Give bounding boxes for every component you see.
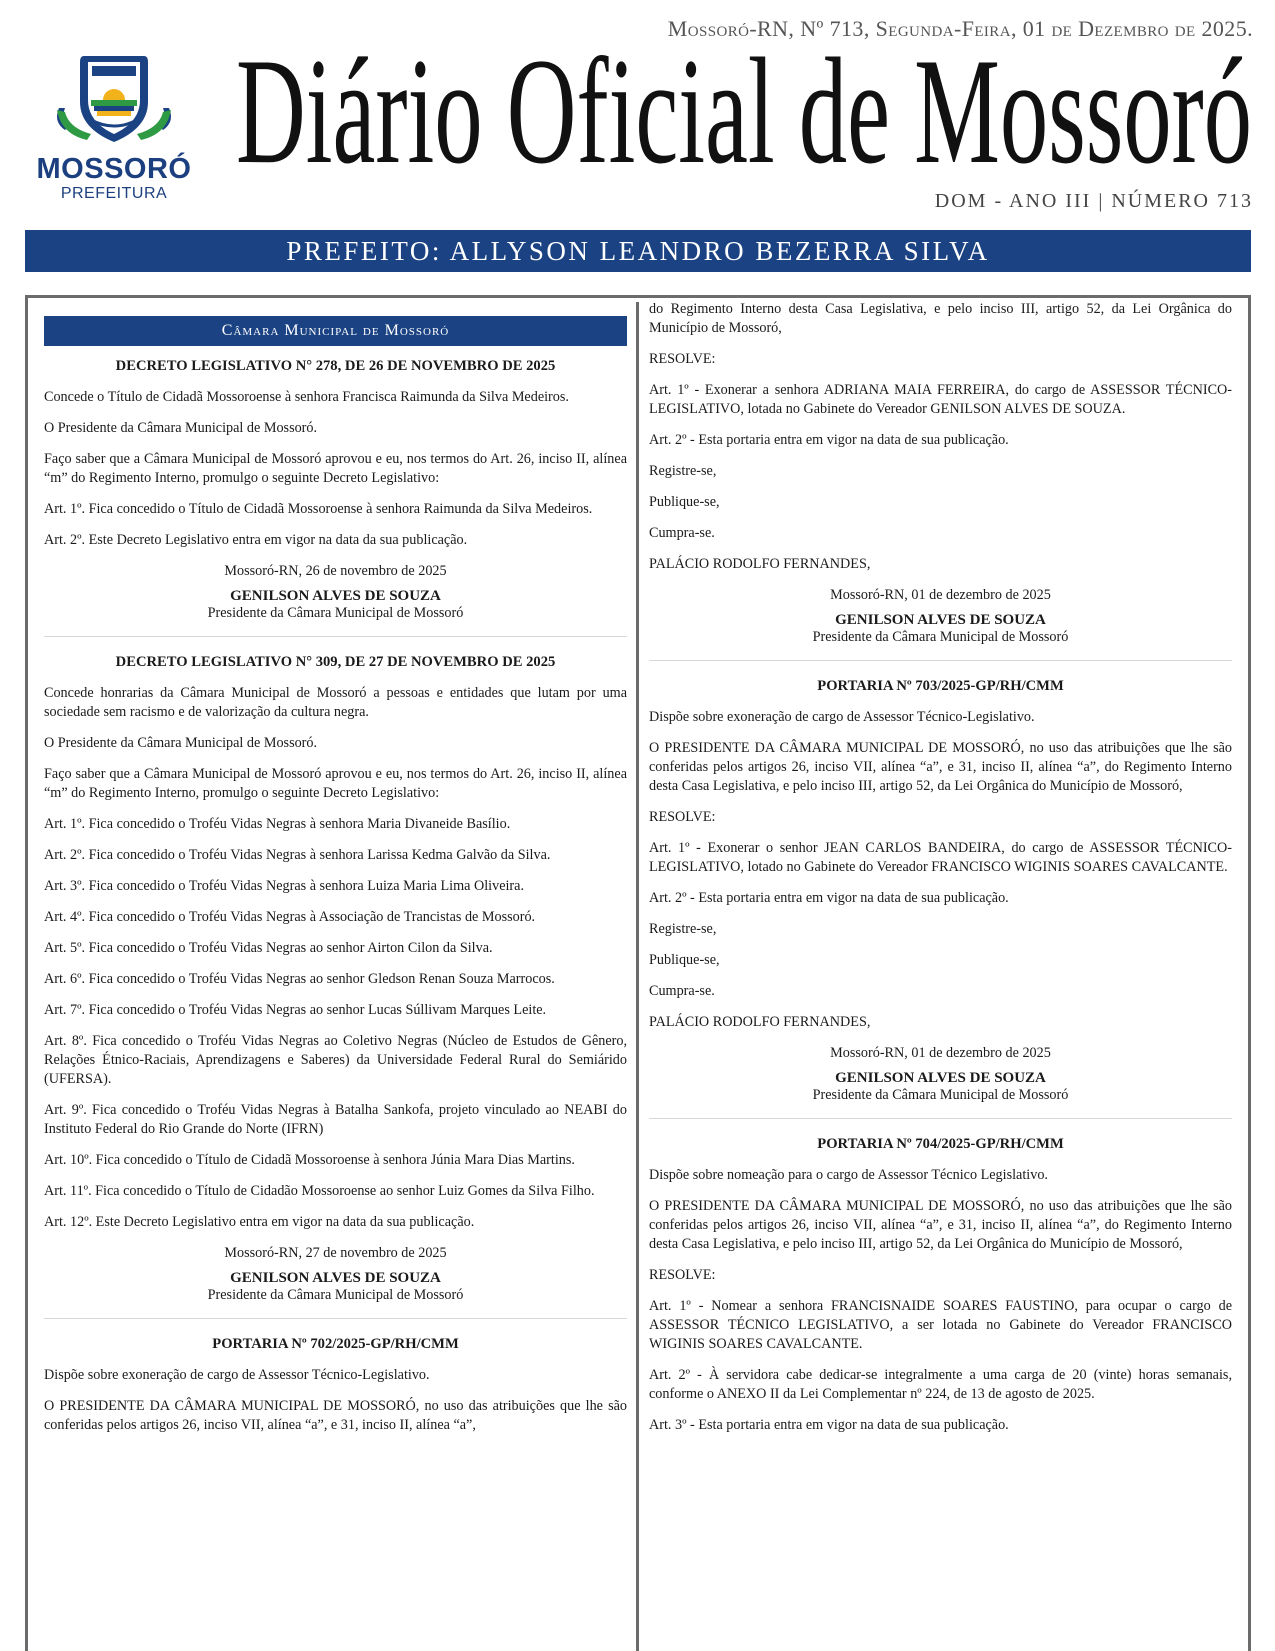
paragraph: RESOLVE: <box>649 809 716 825</box>
paragraph: Cumpra-se. <box>649 983 715 999</box>
masthead-title <box>232 36 1254 186</box>
paragraph: Art. 6º. Fica concedido o Troféu Vidas Negras ao senhor Gledson Renan Souza Marrocos. <box>44 971 555 987</box>
signer-name: GENILSON ALVES DE SOUZA <box>835 1070 1046 1086</box>
city-seal-icon <box>51 50 177 150</box>
paragraph: Art. 2º - Esta portaria entra em vigor na data de sua publicação. <box>649 432 1009 448</box>
paragraph: do Regimento Interno desta Casa Legislativa, e pelo inciso III, artigo 52, da Lei Orgânica do Município de Mossoró, <box>649 301 1232 336</box>
paragraph: Art. 3º - Esta portaria entra em vigor na data de sua publicação. <box>649 1417 1009 1433</box>
paragraph: Art. 5º. Fica concedido o Troféu Vidas Negras ao senhor Airton Cilon da Silva. <box>44 940 493 956</box>
signer-role: Presidente da Câmara Municipal de Mossoró <box>812 1087 1069 1103</box>
decree-278 <box>44 357 627 622</box>
paragraph: Art. 2º. Fica concedido o Troféu Vidas Negras à senhora Larissa Kedma Galvão da Silva. <box>44 847 551 863</box>
masthead-text: Diário Oficial de Mossoró <box>236 36 1252 186</box>
paragraph: Art. 3º. Fica concedido o Troféu Vidas Negras à senhora Luiza Maria Lima Oliveira. <box>44 878 525 894</box>
signer-role: Presidente da Câmara Municipal de Mossoró <box>207 605 464 621</box>
paragraph: Art. 9º. Fica concedido o Troféu Vidas Negras à Batalha Sankofa, projeto vinculado ao NEABI do Instituto Federal do Rio Grande do Norte (IFRN) <box>44 1102 627 1137</box>
paragraph: Registre-se, <box>649 463 717 479</box>
column-divider <box>636 302 639 1651</box>
issue-number: DOM - ANO III | NÚMERO 713 <box>934 190 1253 212</box>
right-column <box>649 300 1232 1447</box>
logo-name: MOSSORÓ <box>36 153 192 185</box>
signer-name: GENILSON ALVES DE SOUZA <box>230 588 441 604</box>
signer-role: Presidente da Câmara Municipal de Mossoró <box>207 1287 464 1303</box>
paragraph: O PRESIDENTE DA CÂMARA MUNICIPAL DE MOSSORÓ, no uso das atribuições que lhe são conferidas pelos artigos 26, inciso VII, alínea “a”, e 31, inciso II, alínea “a”, <box>44 1398 627 1433</box>
paragraph: Concede o Título de Cidadã Mossoroense à senhora Francisca Raimunda da Silva Medeiros. <box>44 389 569 405</box>
prefeitura-logo <box>26 50 202 210</box>
mayor-banner: PREFEITO: ALLYSON LEANDRO BEZERRA SILVA <box>25 230 1251 272</box>
signer-name: GENILSON ALVES DE SOUZA <box>230 1270 441 1286</box>
separator <box>44 1318 627 1319</box>
signer-name: GENILSON ALVES DE SOUZA <box>835 612 1046 628</box>
place-date: Mossoró-RN, 27 de novembro de 2025 <box>224 1245 447 1261</box>
paragraph: O PRESIDENTE DA CÂMARA MUNICIPAL DE MOSSORÓ, no uso das atribuições que lhe são conferidas pelos artigos 26, inciso VII, alínea “a”, e 31, inciso II, alínea “a”, do Regimento Interno desta Casa Legislativa, e pelo inciso III, artigo 52, da Lei Orgânica do Município de Mossoró, <box>649 1198 1232 1252</box>
paragraph: Art. 4º. Fica concedido o Troféu Vidas Negras à Associação de Trancistas de Mossoró. <box>44 909 536 925</box>
paragraph: O Presidente da Câmara Municipal de Mossoró. <box>44 420 318 436</box>
paragraph: Art. 10º. Fica concedido o Título de Cidadã Mossoroense à senhora Júnia Mara Dias Martins. <box>44 1152 575 1168</box>
paragraph: Art. 1º. Fica concedido o Troféu Vidas Negras à senhora Maria Divaneide Basílio. <box>44 816 511 832</box>
paragraph: Art. 12º. Este Decreto Legislativo entra em vigor na data da sua publicação. <box>44 1214 475 1230</box>
paragraph: RESOLVE: <box>649 351 716 367</box>
paragraph: Faço saber que a Câmara Municipal de Mossoró aprovou e eu, nos termos do Art. 26, inciso II, alínea “m” do Regimento Interno, promulgo o seguinte Decreto Legislativo: <box>44 451 627 486</box>
section-title: Câmara Municipal de Mossoró <box>44 316 627 346</box>
doc-title: DECRETO LEGISLATIVO N° 309, DE 27 DE NOVEMBRO DE 2025 <box>115 654 556 670</box>
separator <box>649 660 1232 661</box>
paragraph: Dispõe sobre exoneração de cargo de Assessor Técnico-Legislativo. <box>44 1367 430 1383</box>
edition-line: Mossoró-RN, Nº 713, Segunda-Feira, 01 de Dezembro de 2025. <box>667 16 1253 41</box>
paragraph: Publique-se, <box>649 952 720 968</box>
doc-title: DECRETO LEGISLATIVO N° 278, DE 26 DE NOVEMBRO DE 2025 <box>115 358 556 374</box>
signer-role: Presidente da Câmara Municipal de Mossoró <box>812 629 1069 645</box>
doc-title: PORTARIA Nº 704/2025-GP/RH/CMM <box>817 1136 1064 1152</box>
left-column <box>44 300 627 1447</box>
paragraph: Cumpra-se. <box>649 525 715 541</box>
paragraph: Dispõe sobre exoneração de cargo de Assessor Técnico-Legislativo. <box>649 709 1035 725</box>
paragraph: Art. 7º. Fica concedido o Troféu Vidas Negras ao senhor Lucas Súllivam Marques Leite. <box>44 1002 547 1018</box>
logo-subtitle: PREFEITURA <box>60 185 168 202</box>
decree-309 <box>44 653 627 1304</box>
page-header <box>0 0 1275 275</box>
paragraph: Art. 1º - Nomear a senhora FRANCISNAIDE SOARES FAUSTINO, para ocupar o cargo de ASSESSOR TÉCNICO LEGISLATIVO, a ser lotada no Gabinete do Vereador FRANCISCO WIGINIS SOARES CAVALCANTE. <box>649 1298 1232 1352</box>
place-date: Mossoró-RN, 01 de dezembro de 2025 <box>830 587 1051 603</box>
paragraph: RESOLVE: <box>649 1267 716 1283</box>
paragraph: O PRESIDENTE DA CÂMARA MUNICIPAL DE MOSSORÓ, no uso das atribuições que lhe são conferidas pelos artigos 26, inciso VII, alínea “a”, e 31, inciso II, alínea “a”, do Regimento Interno desta Casa Legislativa, e pelo inciso III, artigo 52, da Lei Orgânica do Município de Mossoró, <box>649 740 1232 794</box>
place-date: Mossoró-RN, 01 de dezembro de 2025 <box>830 1045 1051 1061</box>
paragraph: Art. 2º. Este Decreto Legislativo entra em vigor na data da sua publicação. <box>44 532 468 548</box>
paragraph: Art. 8º. Fica concedido o Troféu Vidas Negras ao Coletivo Negras (Núcleo de Estudos de Gênero, Relações Étnico-Raciais, Aprendizagens e Saberes) da Universidade Federal Rural do Semiárido (UFERSA). <box>44 1033 627 1087</box>
doc-title: PORTARIA Nº 703/2025-GP/RH/CMM <box>817 678 1064 694</box>
portaria-704 <box>649 1135 1232 1435</box>
paragraph: Art. 1º - Exonerar a senhora ADRIANA MAIA FERREIRA, do cargo de ASSESSOR TÉCNICO-LEGISLATIVO, lotada no Gabinete do Vereador GENILSON ALVES DE SOUZA. <box>649 382 1232 417</box>
paragraph: Art. 1º - Exonerar o senhor JEAN CARLOS BANDEIRA, do cargo de ASSESSOR TÉCNICO-LEGISLATIVO, lotado no Gabinete do Vereador FRANCISCO WIGINIS SOARES CAVALCANTE. <box>649 840 1232 875</box>
place-date: Mossoró-RN, 26 de novembro de 2025 <box>224 563 447 579</box>
paragraph: Art. 2º - Esta portaria entra em vigor na data de sua publicação. <box>649 890 1009 906</box>
paragraph: Registre-se, <box>649 921 717 937</box>
paragraph: Faço saber que a Câmara Municipal de Mossoró aprovou e eu, nos termos do Art. 26, inciso II, alínea “m” do Regimento Interno, promulgo o seguinte Decreto Legislativo: <box>44 766 627 801</box>
paragraph: Dispõe sobre nomeação para o cargo de Assessor Técnico Legislativo. <box>649 1167 1048 1183</box>
paragraph: O Presidente da Câmara Municipal de Mossoró. <box>44 735 318 751</box>
doc-title: PORTARIA Nº 702/2025-GP/RH/CMM <box>212 1336 459 1352</box>
portaria-703 <box>649 677 1232 1104</box>
paragraph: Publique-se, <box>649 494 720 510</box>
separator <box>649 1118 1232 1119</box>
portaria-702-continued <box>649 300 1232 646</box>
paragraph: Art. 2º - À servidora cabe dedicar-se integralmente a uma carga de 20 (vinte) horas semanais, conforme o ANEXO II da Lei Complementar nº 224, de 13 de agosto de 2025. <box>649 1367 1232 1402</box>
paragraph: Art. 11º. Fica concedido o Título de Cidadão Mossoroense ao senhor Luiz Gomes da Silva Filho. <box>44 1183 595 1199</box>
paragraph: Concede honrarias da Câmara Municipal de Mossoró a pessoas e entidades que lutam por uma sociedade sem racismo e de valorização da cultura negra. <box>44 685 627 720</box>
portaria-702 <box>44 1335 627 1435</box>
paragraph: PALÁCIO RODOLFO FERNANDES, <box>649 1014 871 1030</box>
paragraph: PALÁCIO RODOLFO FERNANDES, <box>649 556 871 572</box>
separator <box>44 636 627 637</box>
paragraph: Art. 1º. Fica concedido o Título de Cidadã Mossoroense à senhora Raimunda da Silva Medeiros. <box>44 501 593 517</box>
